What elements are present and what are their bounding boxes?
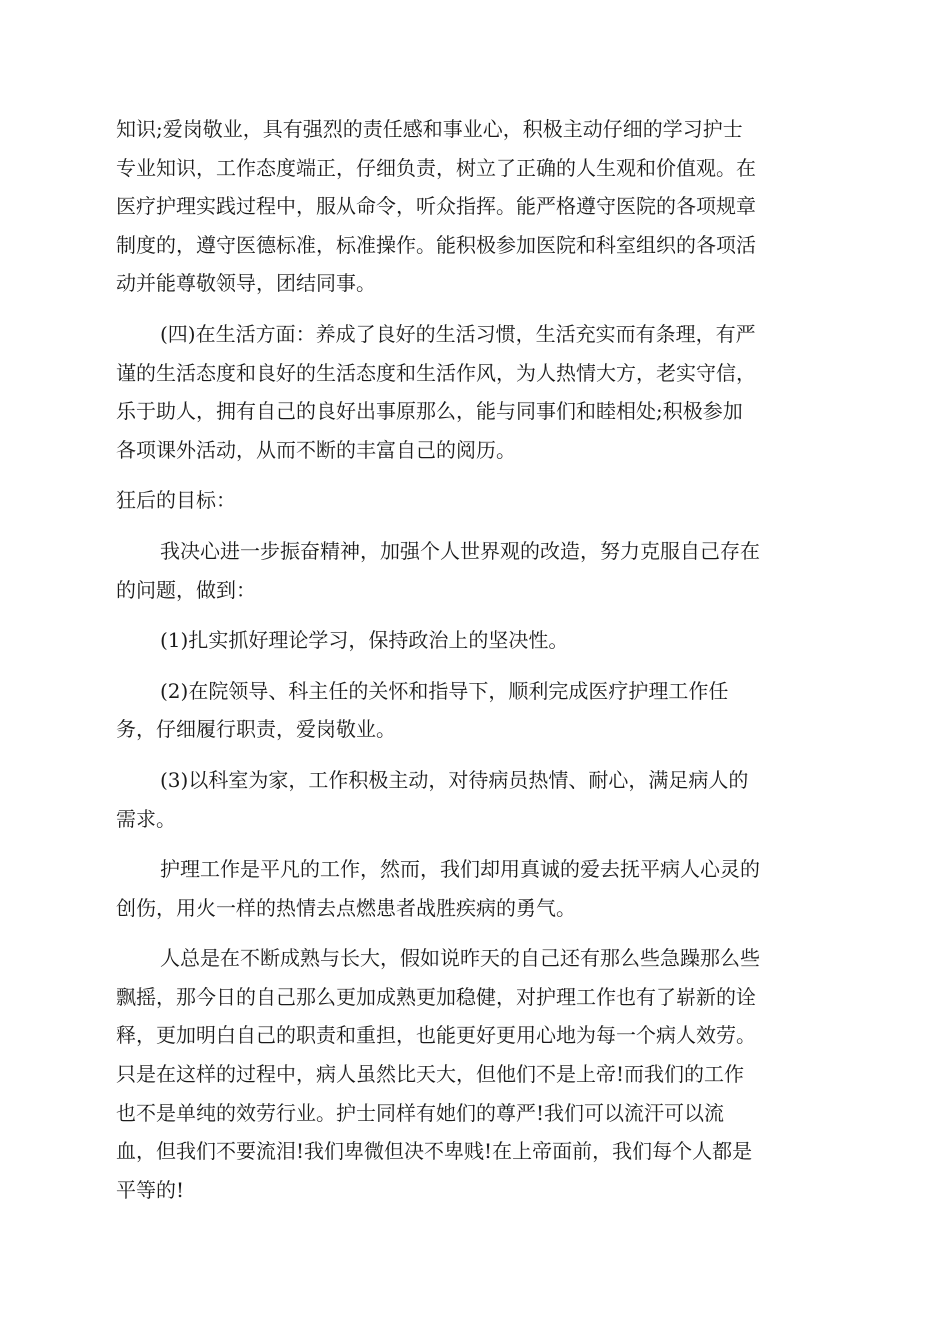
text-line: 务，仔细履行职责，爱岗敬业。 (116, 717, 396, 742)
text-line: 平等的! (116, 1177, 185, 1202)
paragraph-growth (116, 939, 836, 1209)
text-line: 飘摇，那今日的自己那么更加成熟更加稳健，对护理工作也有了崭新的诠 (116, 984, 756, 1009)
text-line: 需求。 (116, 806, 176, 831)
text-line: 各项课外活动，从而不断的丰富自己的阅历。 (116, 437, 516, 462)
text-line: 我决心进一步振奋精神，加强个人世界观的改造，努力克服自己存在 (160, 538, 760, 563)
paragraph-life-aspect (116, 315, 836, 469)
text-line: 也不是单纯的效劳行业。护士同样有她们的尊严!我们可以流汗可以流 (116, 1100, 725, 1125)
list-item-1 (116, 621, 836, 660)
text-line: 医疗护理实践过程中，服从命令，听众指挥。能严格遵守医院的各项规章 (116, 194, 756, 219)
text-line: 知识;爱岗敬业，具有强烈的责任感和事业心，积极主动仔细的学习护士 (116, 117, 743, 141)
text-line: (3)以科室为家，工作积极主动，对待病员热情、耐心，满足病人的 (160, 767, 749, 792)
text-line: 的问题，做到： (116, 577, 256, 602)
document-body (116, 110, 836, 1209)
text-line: 创伤，用火一样的热情去点燃患者战胜疾病的勇气。 (116, 895, 576, 920)
text-line: (2)在院领导、科主任的关怀和指导下，顺利完成医疗护理工作任 (160, 678, 729, 703)
paragraph-nursing-work (116, 850, 836, 927)
text-line: 释，更加明白自己的职责和重担，也能更好更用心地为每一个病人效劳。 (116, 1023, 756, 1048)
paragraph-work-attitude (116, 110, 836, 303)
text-line: 护理工作是平凡的工作，然而，我们却用真诚的爱去抚平病人心灵的 (160, 857, 760, 882)
text-line: (1)扎实抓好理论学习，保持政治上的坚决性。 (160, 628, 569, 653)
text-line: 狂后的目标： (116, 488, 236, 513)
paragraph-resolution (116, 532, 836, 609)
text-line: 血，但我们不要流泪!我们卑微但决不卑贱!在上帝面前，我们每个人都是 (116, 1139, 753, 1164)
text-line: (四)在生活方面：养成了良好的生活习惯，生活充实而有条理，有严 (160, 321, 756, 346)
text-line: 动并能尊敬领导，团结同事。 (116, 271, 376, 296)
text-line: 制度的，遵守医德标准，标准操作。能积极参加医院和科室组织的各项活 (116, 232, 756, 257)
list-item-2 (116, 672, 836, 749)
text-line: 乐于助人，拥有自己的良好出事原那么，能与同事们和睦相处;积极参加 (116, 399, 743, 424)
text-line: 专业知识，工作态度端正，仔细负责，树立了正确的人生观和价值观。在 (116, 155, 756, 180)
list-item-3 (116, 761, 836, 838)
text-line: 人总是在不断成熟与长大，假如说昨天的自己还有那么些急躁那么些 (160, 946, 760, 971)
text-line: 只是在这样的过程中，病人虽然比天大，但他们不是上帝!而我们的工作 (116, 1062, 745, 1087)
text-line: 谨的生活态度和良好的生活态度和生活作风，为人热情大方，老实守信， (116, 360, 756, 385)
section-heading-goals (116, 481, 836, 520)
